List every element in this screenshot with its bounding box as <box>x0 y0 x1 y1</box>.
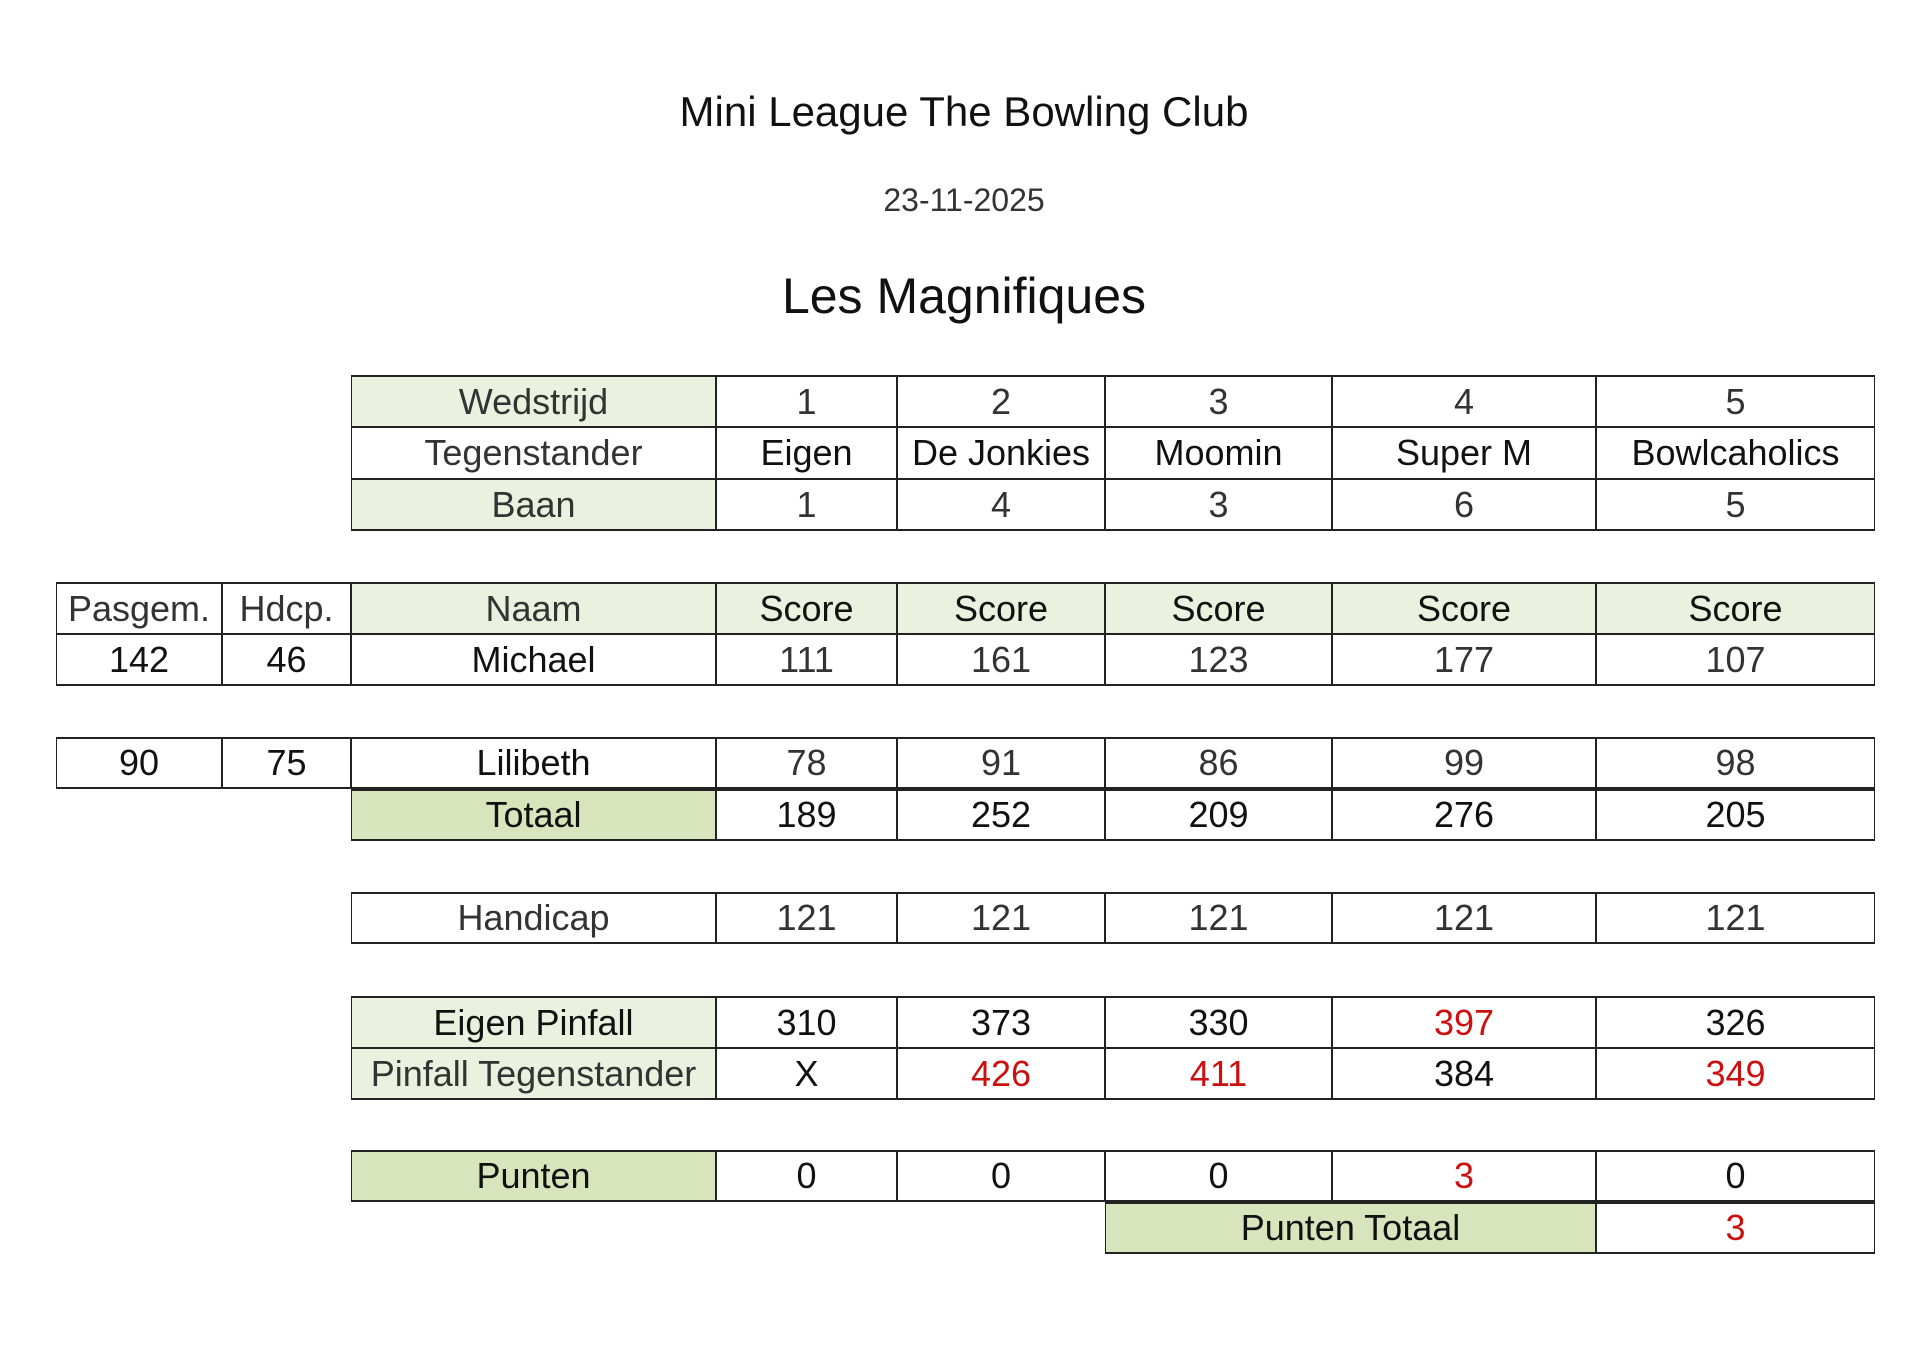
player-pasgem: 90 <box>56 737 222 789</box>
punten-value: 0 <box>716 1150 897 1202</box>
pasgem-header: Pasgem. <box>56 582 222 634</box>
pinfall-tegenstander-value: 349 <box>1596 1048 1875 1100</box>
pinfall-tegenstander-value: X <box>716 1048 897 1100</box>
punten-totaal-label: Punten Totaal <box>1105 1202 1596 1254</box>
player-score: 86 <box>1105 737 1332 789</box>
handicap-value: 121 <box>1332 892 1596 944</box>
lane-number: 6 <box>1332 479 1596 531</box>
page-title: Mini League The Bowling Club <box>679 88 1249 135</box>
naam-header: Naam <box>351 582 716 634</box>
eigen-pinfall-value: 330 <box>1105 996 1332 1048</box>
punten-value: 0 <box>1596 1150 1875 1202</box>
score-header: Score <box>1332 582 1596 634</box>
eigen-pinfall-value: 326 <box>1596 996 1875 1048</box>
player-score: 111 <box>716 634 897 686</box>
player-hdcp: 46 <box>222 634 351 686</box>
match-number: 5 <box>1596 375 1875 427</box>
lane-number: 3 <box>1105 479 1332 531</box>
pinfall-tegenstander-value: 384 <box>1332 1048 1596 1100</box>
handicap-value: 121 <box>1596 892 1875 944</box>
handicap-label: Handicap <box>351 892 716 944</box>
punten-value: 3 <box>1332 1150 1596 1202</box>
opponent-name: De Jonkies <box>897 427 1105 479</box>
player-score: 107 <box>1596 634 1875 686</box>
eigen-pinfall-label: Eigen Pinfall <box>351 996 716 1048</box>
player-score: 98 <box>1596 737 1875 789</box>
pinfall-tegenstander-label: Pinfall Tegenstander <box>351 1048 716 1100</box>
player-score: 123 <box>1105 634 1332 686</box>
match-number: 3 <box>1105 375 1332 427</box>
player-score: 99 <box>1332 737 1596 789</box>
totaal-value: 205 <box>1596 789 1875 841</box>
opponent-name: Moomin <box>1105 427 1332 479</box>
match-number: 1 <box>716 375 897 427</box>
player-score: 161 <box>897 634 1105 686</box>
team-name: Les Magnifiques <box>781 268 1147 324</box>
score-header: Score <box>1596 582 1875 634</box>
handicap-value: 121 <box>1105 892 1332 944</box>
hdcp-header: Hdcp. <box>222 582 351 634</box>
opponent-name: Bowlcaholics <box>1596 427 1875 479</box>
eigen-pinfall-value: 310 <box>716 996 897 1048</box>
opponent-name: Eigen <box>716 427 897 479</box>
player-name: Lilibeth <box>351 737 716 789</box>
totaal-value: 276 <box>1332 789 1596 841</box>
player-score: 177 <box>1332 634 1596 686</box>
totaal-value: 252 <box>897 789 1105 841</box>
punten-totaal-value: 3 <box>1596 1202 1875 1254</box>
player-name: Michael <box>351 634 716 686</box>
baan-label: Baan <box>351 479 716 531</box>
punten-label: Punten <box>351 1150 716 1202</box>
handicap-value: 121 <box>897 892 1105 944</box>
handicap-value: 121 <box>716 892 897 944</box>
tegenstander-label: Tegenstander <box>351 427 716 479</box>
totaal-value: 189 <box>716 789 897 841</box>
score-header: Score <box>1105 582 1332 634</box>
pinfall-tegenstander-value: 426 <box>897 1048 1105 1100</box>
totaal-label: Totaal <box>351 789 716 841</box>
punten-value: 0 <box>1105 1150 1332 1202</box>
eigen-pinfall-value: 373 <box>897 996 1105 1048</box>
opponent-name: Super M <box>1332 427 1596 479</box>
totaal-value: 209 <box>1105 789 1332 841</box>
score-header: Score <box>897 582 1105 634</box>
lane-number: 1 <box>716 479 897 531</box>
eigen-pinfall-value: 397 <box>1332 996 1596 1048</box>
player-score: 78 <box>716 737 897 789</box>
player-hdcp: 75 <box>222 737 351 789</box>
punten-value: 0 <box>897 1150 1105 1202</box>
score-header: Score <box>716 582 897 634</box>
pinfall-tegenstander-value: 411 <box>1105 1048 1332 1100</box>
lane-number: 4 <box>897 479 1105 531</box>
match-date: 23-11-2025 <box>883 182 1045 218</box>
match-number: 4 <box>1332 375 1596 427</box>
player-score: 91 <box>897 737 1105 789</box>
wedstrijd-label: Wedstrijd <box>351 375 716 427</box>
lane-number: 5 <box>1596 479 1875 531</box>
match-number: 2 <box>897 375 1105 427</box>
player-pasgem: 142 <box>56 634 222 686</box>
